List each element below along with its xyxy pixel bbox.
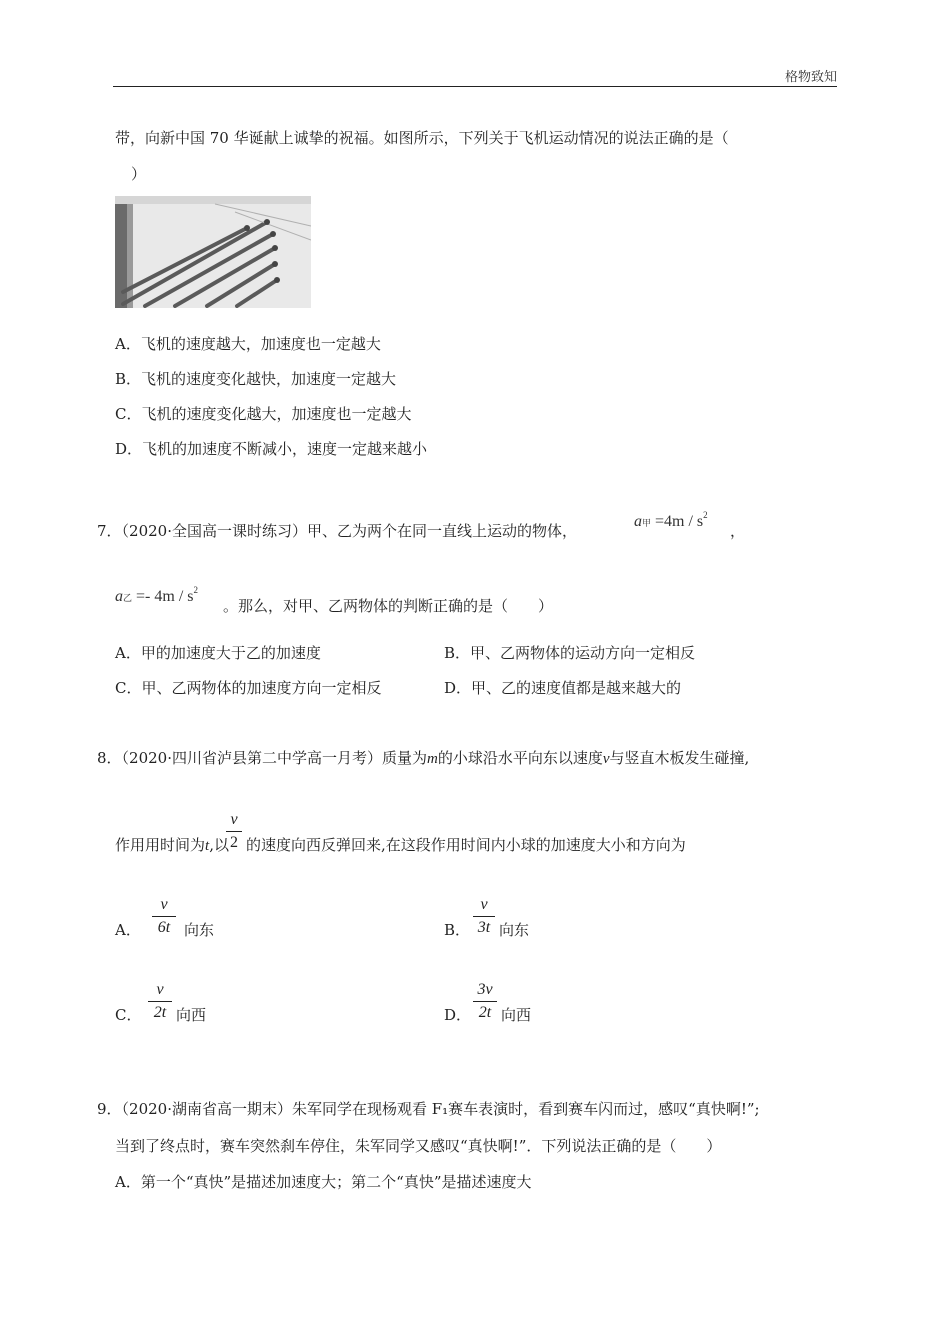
q7-accel-yi: a乙 =- $4m / s^2$ <box>115 585 198 605</box>
q8-option-c-label: C． <box>115 1006 142 1024</box>
q8-option-c-direction: 向西 <box>176 1006 207 1024</box>
q8-option-c-fraction: v 2t <box>148 980 172 1023</box>
q8-option-b-direction: 向东 <box>499 921 530 939</box>
q6-stem-line1: 带，向新中国 70 华诞献上诚挚的祝福。如图所示，下列关于飞机运动情况的说法正确的是（ <box>115 129 729 147</box>
q8-option-b-label: B． <box>444 921 471 939</box>
q7-accel-jia: a甲 $=4m / s^2$ <box>634 510 708 530</box>
q9-stem-line1: 9．（2020·湖南省高一期末）朱军同学在现杨观看 F₁赛车表演时，看到赛车闪而过，感叹“真快啊!”; <box>97 1100 760 1118</box>
airshow-photo <box>115 196 311 308</box>
q9-stem-line2: 当到了终点时，赛车突然刹车停住，朱军同学又感叹“真快啊!”．下列说法正确的是（ ） <box>115 1137 722 1155</box>
q7-stem-line2: 。那么，对甲、乙两物体的判断正确的是（ ） <box>223 597 554 615</box>
q6-option-c: C．飞机的速度变化越大，加速度也一定越大 <box>115 405 412 423</box>
q7-stem-line1: 7．（2020·全国高一课时练习）甲、乙为两个在同一直线上运动的物体， <box>97 522 577 540</box>
q8-option-a-direction: 向东 <box>184 921 215 939</box>
q7-option-d: D．甲、乙的速度值都是越来越大的 <box>444 679 682 697</box>
q7-comma: ， <box>730 522 746 540</box>
header-divider <box>113 86 837 87</box>
q6-option-a: A．飞机的速度越大，加速度也一定越大 <box>115 335 381 353</box>
q8-option-d-fraction: 3v 2t <box>473 980 497 1023</box>
q6-option-b: B．飞机的速度变化越快，加速度一定越大 <box>115 370 397 388</box>
q8-fraction-half-v: v 2 <box>226 810 242 853</box>
q8-stem-line2-start: 作用用时间为t,以 <box>115 836 229 854</box>
q8-option-d-direction: 向西 <box>501 1006 532 1024</box>
q8-option-d-label: D． <box>444 1006 472 1024</box>
q6-option-d: D．飞机的加速度不断减小，速度一定越来越小 <box>115 440 428 458</box>
header-brand: 格物致知 <box>784 70 837 85</box>
q9-option-a: A．第一个“真快”是描述加速度大；第二个“真快”是描述速度大 <box>115 1173 532 1191</box>
q8-option-a-label: A． <box>115 921 141 939</box>
q6-stem-line2: ） <box>131 165 147 183</box>
q8-option-a-fraction: v 6t <box>152 895 176 938</box>
q8-option-b-fraction: v 3t <box>473 895 495 938</box>
q7-option-a: A．甲的加速度大于乙的加速度 <box>115 644 321 662</box>
q8-stem-line2-rest: 的速度向西反弹回来,在这段作用时间内小球的加速度大小和方向为 <box>246 836 686 854</box>
q8-stem-line1: 8．（2020·四川省泸县第二中学高一月考）质量为m的小球沿水平向东以速度v与竖直木板发生碰撞, <box>97 749 750 767</box>
q7-option-c: C．甲、乙两物体的加速度方向一定相反 <box>115 679 382 697</box>
q7-option-b: B．甲、乙两物体的运动方向一定相反 <box>444 644 696 662</box>
